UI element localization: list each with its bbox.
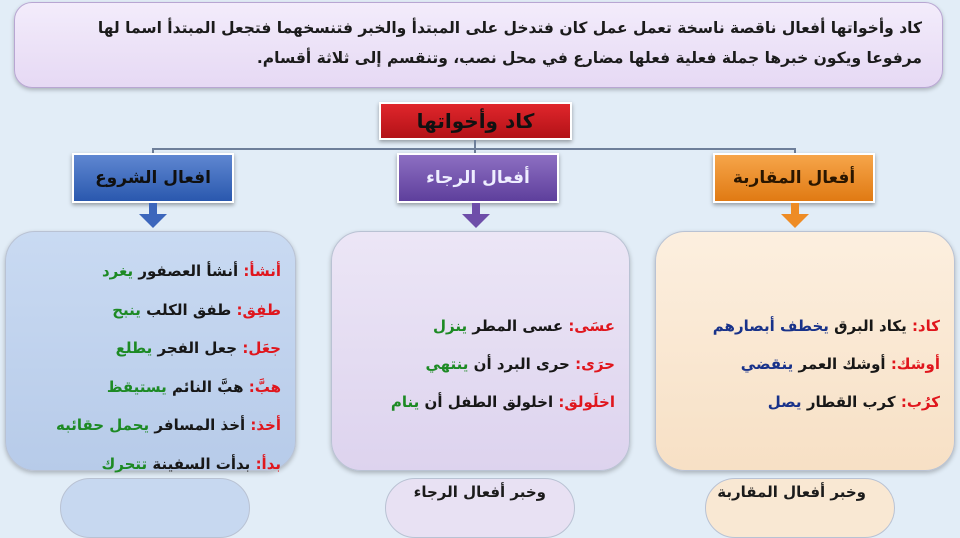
category-muqaraba: أفعال المقاربة: [713, 153, 875, 203]
main-title: كاد وأخواتها: [379, 102, 572, 140]
list-item: كرُب: كرب القطار يصل: [767, 393, 940, 411]
list-item: بدأ: بدأت السفينة تتحرك: [101, 454, 281, 473]
arrow-down-icon: [460, 203, 492, 229]
category-rajaa: أفعال الرجاء: [397, 153, 559, 203]
intro-line-1: كاد وأخواتها أفعال ناقصة ناسخة تعمل عمل كان فتدخل على المبتدأ والخبر فتنسخهما فتجعل المبتدأ اسما لها: [97, 19, 922, 37]
list-item: أوشك: أوشك العمر ينقضي: [740, 355, 940, 373]
list-item: هبَّ: هبَّ النائم يستيقظ: [106, 377, 281, 396]
list-item: أنشأ: أنشأ العصفور يغرد: [101, 262, 281, 280]
list-item: كاد: يكاد البرق يخطف أبصارهم: [712, 317, 940, 335]
arrow-down-icon: [779, 203, 811, 229]
bottom-panel-rajaa: [385, 478, 575, 538]
list-item: اخلَولق: اخلولق الطفل أن ينام: [390, 393, 615, 411]
bottom-text-rajaa: وخبر أفعال الرجاء: [413, 483, 546, 501]
bottom-panel-shuruu: [60, 478, 250, 538]
bottom-panel-muqaraba: [705, 478, 895, 538]
muqaraba-list: [713, 307, 940, 421]
list-item: طفِق: طفق الكلب ينبح: [112, 300, 281, 319]
panel-rajaa: [331, 231, 630, 471]
list-item: عسَى: عسى المطر ينزل: [433, 317, 615, 335]
panel-muqaraba: [655, 231, 955, 471]
list-item: جعَل: جعل الفجر يطلع: [115, 339, 281, 357]
panel-shuruu: [5, 231, 296, 471]
list-item: حرَى: حرى البرد أن ينتهي: [425, 355, 615, 373]
arrow-down-icon: [137, 203, 169, 229]
list-item: أخذ: أخذ المسافر يحمل حقائبه: [55, 416, 281, 434]
category-shuruu: افعال الشروع: [72, 153, 234, 203]
shuruu-list: [56, 252, 281, 483]
intro-line-2: مرفوعا ويكون خبرها جملة فعلية فعلها مضارع في محل نصب، وتنقسم إلى ثلاثة أقسام.: [256, 49, 922, 67]
bottom-text-muqaraba: وخبر أفعال المقاربة: [717, 483, 866, 501]
intro-box: [14, 2, 943, 88]
rajaa-list: [391, 307, 615, 421]
